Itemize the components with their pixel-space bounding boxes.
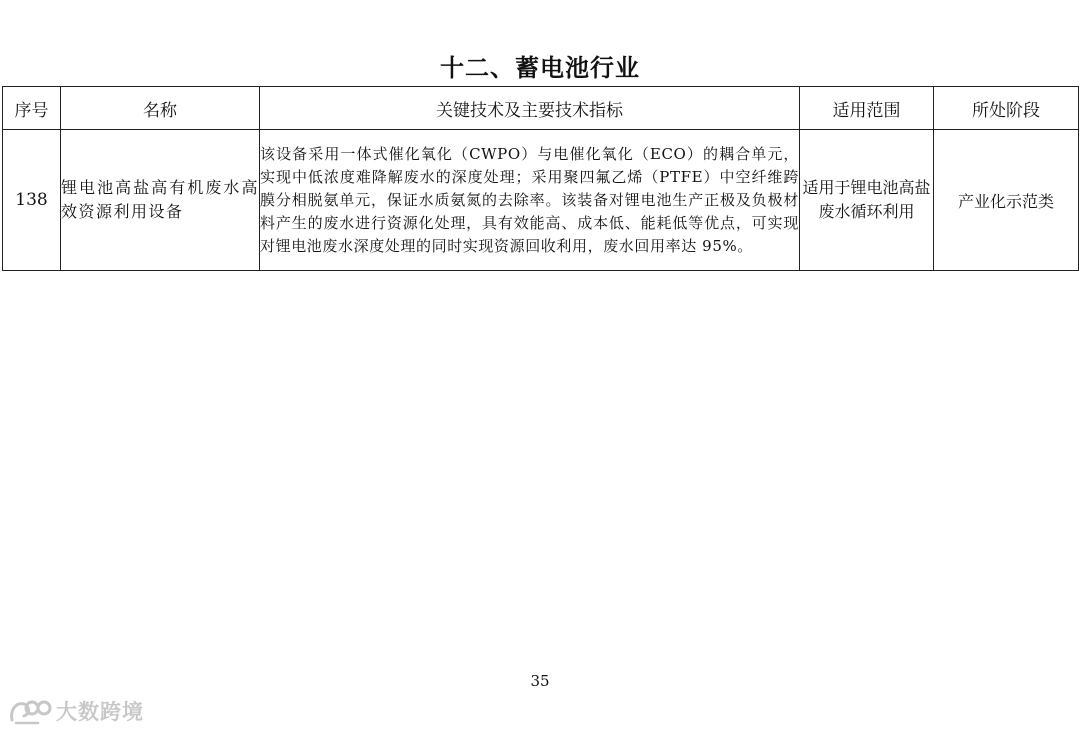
header-scope: 适用范围 <box>800 87 934 130</box>
header-tech: 关键技术及主要技术指标 <box>260 87 800 130</box>
header-name: 名称 <box>61 87 260 130</box>
table-header-row <box>3 87 1079 130</box>
row-stage: 产业化示范类 <box>934 130 1079 271</box>
row-scope: 适用于锂电池高盐废水循环利用 <box>800 130 934 271</box>
header-index: 序号 <box>3 87 61 130</box>
page-title: 十二、蓄电池行业 <box>440 54 640 82</box>
table-row <box>3 130 1079 271</box>
header-stage: 所处阶段 <box>934 87 1079 130</box>
row-name: 锂电池高盐高有机废水高效资源利用设备 <box>61 130 260 271</box>
brand-logo-icon <box>8 696 52 726</box>
technology-table <box>2 86 1079 271</box>
row-index: 138 <box>3 130 61 271</box>
watermark-text: 大数跨境 <box>56 700 144 724</box>
watermark <box>8 696 144 726</box>
row-tech-description: 该设备采用一体式催化氧化（CWPO）与电催化氧化（ECO）的耦合单元，实现中低浓度难降解废水的深度处理；采用聚四氟乙烯（PTFE）中空纤维跨膜分相脱氨单元，保证水质氨氮的去除率。该装备对锂电池生产正极及负极材料产生的废水进行资源化处理，具有效能高、成本低、能耗低等优点，可实现对锂电池废水深度处理的同时实现资源回收利用，废水回用率达 95%。 <box>260 130 800 271</box>
page-number: 35 <box>530 672 550 690</box>
